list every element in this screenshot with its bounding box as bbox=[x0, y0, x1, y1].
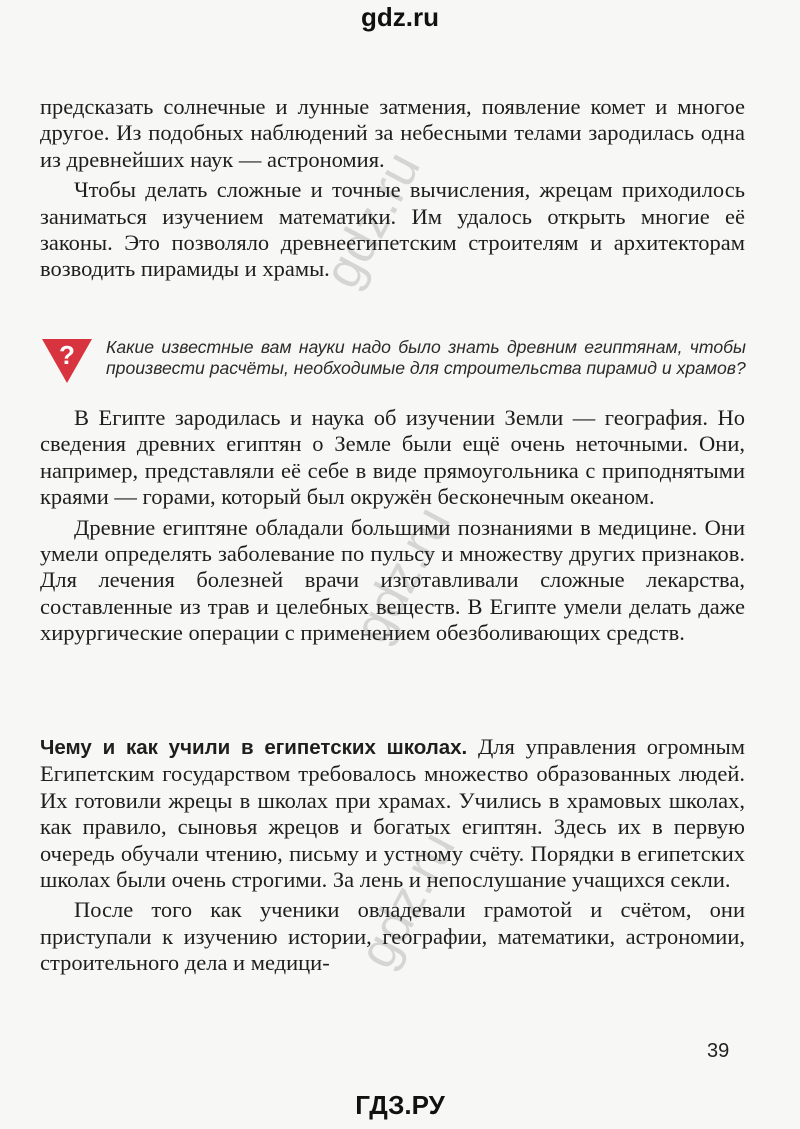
paragraph: Древние египтяне обладали большими познаниями в медицине. Они умели определять заболевание по пульсу и множеству других признаков. Для лечения болезней врачи изготавливали сложные лекарства, составленные из трав и целебных веществ. В Египте умели делать даже хирургические операции с применением обезболивающих средств. bbox=[40, 514, 745, 646]
paragraph: После того как ученики овладевали грамотой и счётом, они приступали к изучению истории, географии, математики, астрономии, строительного дела и медици- bbox=[40, 897, 745, 976]
watermark: gdz.ru bbox=[347, 822, 467, 978]
page-number: 39 bbox=[707, 1040, 730, 1062]
question-text: Какие известные вам науки надо было знать древним египтянам, чтобы произвести расчёты, необходимые для строительства пирамид и храмов? bbox=[106, 337, 746, 378]
watermark: gdz.ru bbox=[312, 142, 432, 298]
paragraph: предсказать солнечные и лунные затмения, появление комет и многое другое. Из подобных наблюдений за небесными телами зародилась одна из древнейших наук — астрономия. bbox=[40, 94, 745, 172]
question-mark-icon bbox=[42, 337, 92, 383]
svg-text:?: ? bbox=[59, 340, 75, 370]
text-block-2 bbox=[40, 405, 745, 647]
watermark: gdz.ru bbox=[342, 497, 462, 653]
question-box bbox=[40, 337, 745, 397]
paragraph bbox=[40, 734, 745, 893]
section-heading: Чему и как учили в египетских школах. bbox=[40, 736, 468, 759]
text-block-3 bbox=[40, 734, 745, 977]
text-block-1 bbox=[40, 94, 745, 283]
site-footer-label[interactable]: ГДЗ.РУ bbox=[355, 1090, 445, 1120]
paragraph: Чтобы делать сложные и точные вычисления, жрецам приходилось заниматься изучением математики. Им удалось открыть многие её законы. Это позволяло древнеегипетским строителям и архитекторам возводить пирамиды и храмы. bbox=[40, 177, 745, 282]
paragraph-text: Для управления огромным Египетским государством требовалось множество образованных людей. Их готовили жрецы в школах при храмах. Учились в храмовых школах, как правило, сыновья жрецов и богатых египтян. Здесь их в первую очередь обучали чтению, письму и устному счёту. Порядки в египетских школах были очень строгими. За лень и непослушание учащихся секли. bbox=[40, 734, 745, 893]
paragraph: В Египте зародилась и наука об изучении Земли — география. Но сведения древних египтян о Земле были ещё очень неточными. Они, например, представляли её себе в виде прямоугольника с приподнятыми краями — горами, который был окружён бесконечным океаном. bbox=[40, 405, 745, 510]
site-header-label[interactable]: gdz.ru bbox=[361, 2, 439, 32]
